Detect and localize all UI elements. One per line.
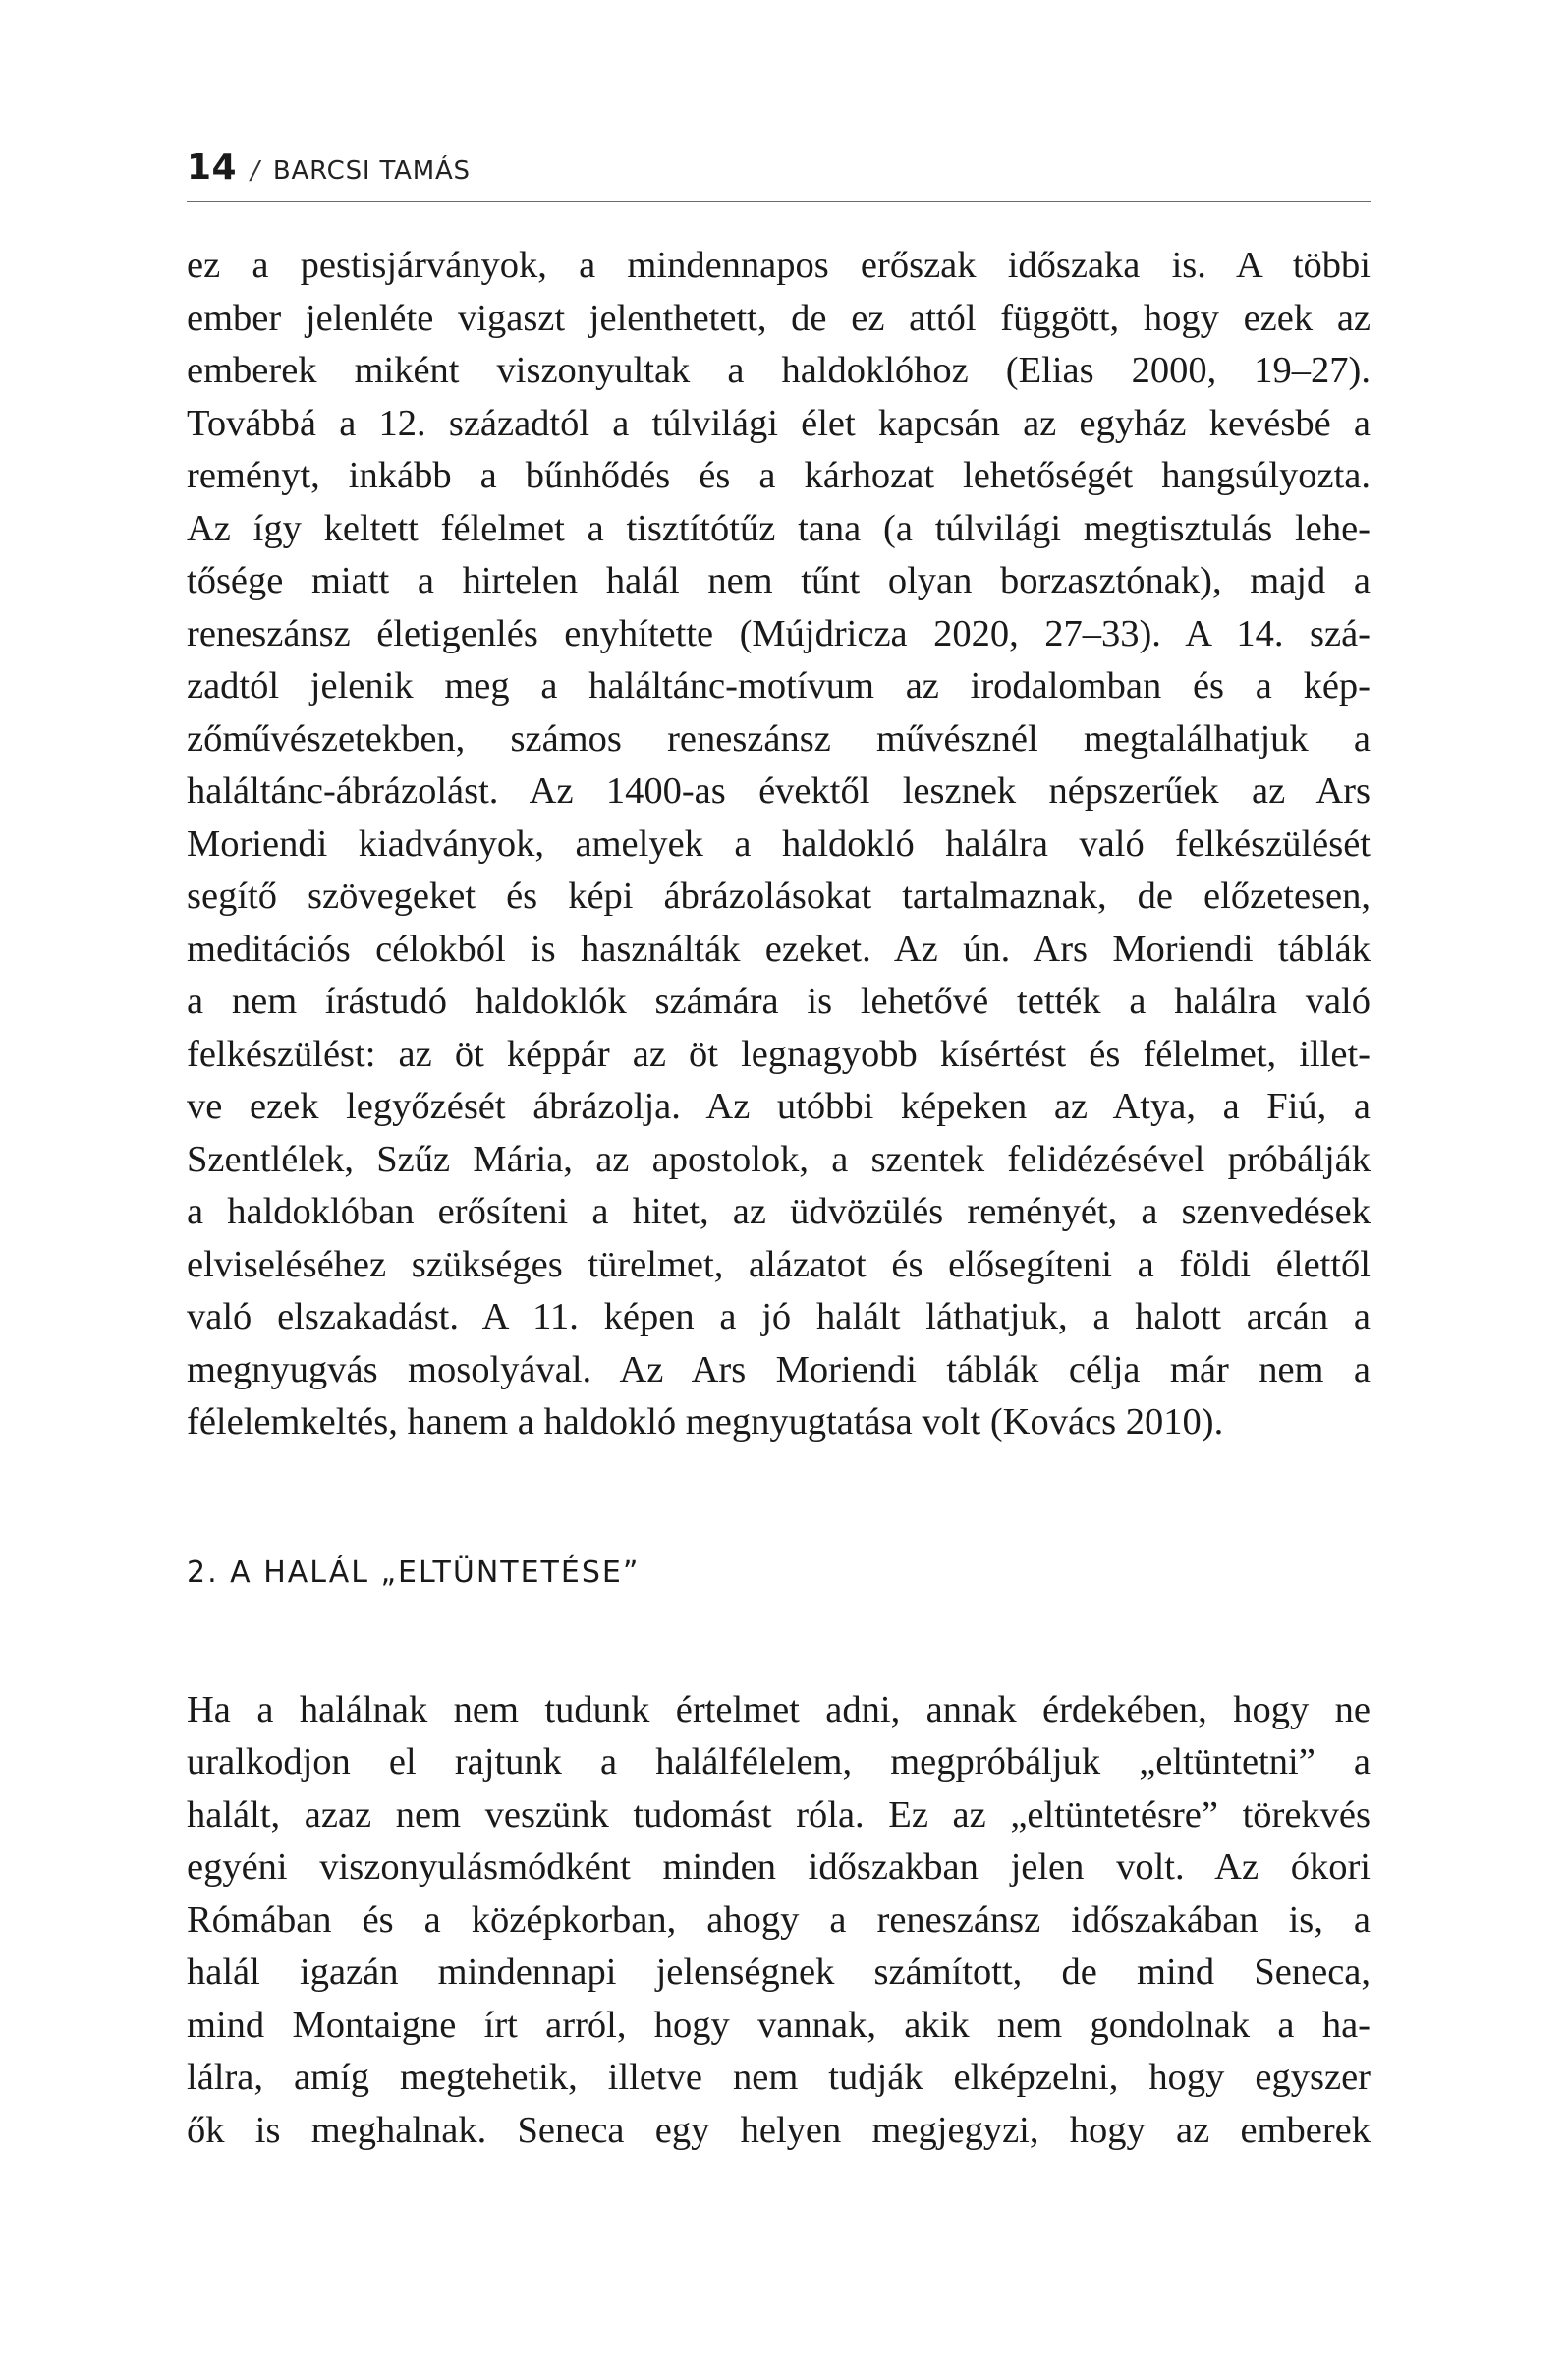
text-line: Az így keltett félelmet a tisztítótűz tana (a túlvilági megtisztulás lehe- <box>187 507 1371 549</box>
text-line: lálra, amíg megtehetik, illetve nem tudják elképzelni, hogy egyszer <box>187 2057 1371 2098</box>
paragraph-2 <box>187 1684 1371 2158</box>
running-head <box>187 147 1371 202</box>
text-line: reneszánsz életigenlés enyhítette (Mújdricza 2020, 27–33). A 14. szá- <box>187 612 1371 654</box>
text-line: elviseléséhez szükséges türelmet, alázatot és elősegíteni a földi élettől <box>187 1243 1371 1285</box>
text-line: meditációs célokból is használták ezeket. Az ún. Ars Moriendi táblák <box>187 928 1371 970</box>
page-number: 14 <box>187 147 238 188</box>
text-line: ember jelenléte vigaszt jelenthetett, de ez attól függött, hogy ezek az <box>187 297 1371 339</box>
text-line: zőművészetekben, számos reneszánsz művésznél megtalálhatjuk a <box>187 717 1371 760</box>
text-line: mind Montaigne írt arról, hogy vannak, akik nem gondolnak a ha- <box>187 2004 1371 2046</box>
text-line: halál igazán mindennapi jelenségnek számított, de mind Seneca, <box>187 1952 1371 1993</box>
text-line: Moriendi kiadványok, amelyek a haldokló halálra való felkészülését <box>187 822 1371 865</box>
text-line: emberek miként viszonyultak a haldoklóhoz (Elias 2000, 19–27). <box>187 350 1371 391</box>
text-line: egyéni viszonyulásmódként minden időszakban jelen volt. Az ókori <box>187 1846 1371 1888</box>
text-line: felkészülést: az öt képpár az öt legnagyobb kísértést és félelmet, illet- <box>187 1033 1371 1075</box>
text-line: ve ezek legyőzését ábrázolja. Az utóbbi képeken az Atya, a Fiú, a <box>187 1086 1371 1127</box>
text-line: zadtól jelenik meg a haláltánc-motívum az irodalomban és a kép- <box>187 665 1371 707</box>
text-line: a haldoklóban erősíteni a hitet, az üdvözülés reményét, a szenvedések <box>187 1191 1371 1232</box>
text-line: Ha a halálnak nem tudunk értelmet adni, annak érdekében, hogy ne <box>187 1688 1371 1730</box>
text-line: reményt, inkább a bűnhődés és a kárhozat lehetőségét hangsúlyozta. <box>187 455 1371 496</box>
header-author: BARCSI TAMÁS <box>272 156 471 186</box>
text-line: a nem írástudó haldoklók számára is lehetővé tették a halálra való <box>187 981 1371 1022</box>
text-line: Továbbá a 12. századtól a túlvilági élet kapcsán az egyház kevésbé a <box>187 402 1371 444</box>
book-page <box>187 147 1371 2157</box>
text-line: segítő szövegeket és képi ábrázolásokat tartalmaznak, de előzetesen, <box>187 876 1371 917</box>
text-line: Szentlélek, Szűz Mária, az apostolok, a szentek felidézésével próbálják <box>187 1138 1371 1180</box>
section-heading: 2. A HALÁL „ELTÜNTETÉSE” <box>187 1555 641 1590</box>
text-line: ez a pestisjárványok, a mindennapos erőszak időszaka is. A többi <box>187 245 1371 286</box>
text-line: félelemkeltés, hanem a haldokló megnyugtatása volt (Kovács 2010). <box>187 1401 1224 1443</box>
header-separator: / <box>251 156 259 186</box>
text-line: haláltánc-ábrázolást. Az 1400-as évektől lesznek népszerűek az Ars <box>187 770 1371 812</box>
text-line: megnyugvás mosolyával. Az Ars Moriendi táblák célja már nem a <box>187 1348 1371 1390</box>
text-line: ők is meghalnak. Seneca egy helyen megjegyzi, hogy az emberek <box>187 2109 1371 2151</box>
text-line: tősége miatt a hirtelen halál nem tűnt olyan borzasztónak), majd a <box>187 560 1371 601</box>
paragraph-1 <box>187 240 1371 1449</box>
text-line: uralkodjon el rajtunk a halálfélelem, megpróbáljuk „eltüntetni” a <box>187 1741 1371 1783</box>
text-line: való elszakadást. A 11. képen a jó halált láthatjuk, a halott arcán a <box>187 1296 1371 1337</box>
text-line: Rómában és a középkorban, ahogy a reneszánsz időszakában is, a <box>187 1898 1371 1941</box>
text-line: halált, azaz nem veszünk tudomást róla. Ez az „eltüntetésre” törekvés <box>187 1793 1371 1836</box>
